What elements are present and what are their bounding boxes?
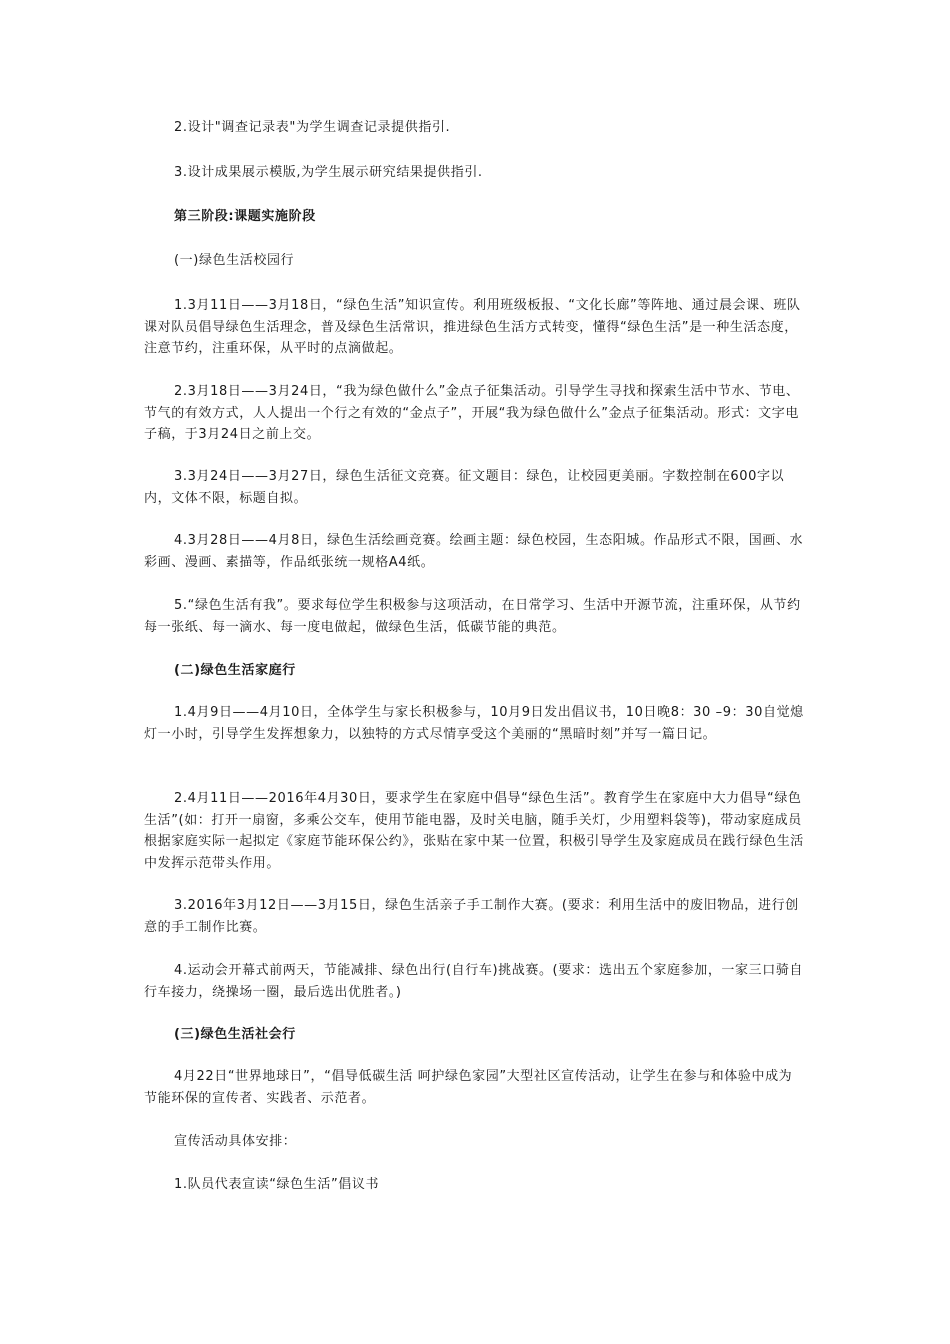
paragraph-family-item-2: 2.4月11日——2016年4月30日，要求学生在家庭中倡导“绿色生活”。教育学生在家庭中大力倡导“绿色生活”(如：打开一扇窗，多乘公交车，使用节能电器，及时关电脑，随手关灯，少用塑料袋等)，带动家庭成员根据家庭实际一起拟定《家庭节能环保公约》，张贴在家中某一位置，积极引导学生及家庭成员在践行绿色生活中发挥示范带头作用。: [144, 791, 804, 871]
paragraph-campus-item-2: 2.3月18日——3月24日，“我为绿色做什么”金点子征集活动。引导学生寻找和探索生活中节水、节电、节气的有效方式，人人提出一个行之有效的“金点子”，开展“我为绿色做什么”金点子征集活动。形式：文字电子稿，于3月24日之前上交。: [144, 384, 800, 442]
paragraph-activity-arrangement: 宣传活动具体安排：: [174, 1134, 297, 1149]
paragraph-arrangement-item-1: 1.队员代表宣读“绿色生活”倡议书: [174, 1177, 380, 1192]
paragraph-design-survey-form: 2.设计"调查记录表"为学生调查记录提供指引.: [174, 120, 451, 135]
paragraph-campus-item-4: 4.3月28日——4月8日，绿色生活绘画竞赛。绘画主题：绿色校园，生态阳城。作品形式不限，国画、水彩画、漫画、素描等，作品纸张统一规格A4纸。: [144, 533, 804, 570]
paragraph-campus-item-5: 5.“绿色生活有我”。要求每位学生积极参与这项活动，在日常学习、生活中开源节流，注重环保，从节约每一张纸、每一滴水、每一度电做起，做绿色生活，低碳节能的典范。: [144, 598, 801, 635]
paragraph-family-item-3: 3.2016年3月12日——3月15日，绿色生活亲子手工制作大赛。(要求：利用生活中的废旧物品，进行创意的手工制作比赛。: [144, 898, 799, 935]
section-heading-society: (三)绿色生活社会行: [174, 1027, 296, 1042]
paragraph-design-result-template: 3.设计成果展示模版,为学生展示研究结果提供指引.: [174, 165, 483, 180]
section-heading-campus: (一)绿色生活校园行: [174, 253, 295, 268]
paragraph-earth-day: 4月22日“世界地球日”，“倡导低碳生活 呵护绿色家园”大型社区宣传活动，让学生在参与和体验中成为节能环保的宣传者、实践者、示范者。: [144, 1069, 793, 1106]
section-heading-family: (二)绿色生活家庭行: [174, 663, 296, 678]
paragraph-family-item-4: 4.运动会开幕式前两天，节能减排、绿色出行(自行车)挑战赛。(要求：选出五个家庭参加，一家三口骑自行车接力，绕操场一圈，最后选出优胜者。): [144, 963, 804, 1000]
heading-stage-three: 第三阶段:课题实施阶段: [174, 209, 316, 224]
paragraph-family-item-1: 1.4月9日——4月10日，全体学生与家长积极参与，10月9日发出倡议书，10日晚8：30 –9：30自觉熄灯一小时，引导学生发挥想象力，以独特的方式尽情享受这个美丽的“黑暗时刻”并写一篇日记。: [144, 705, 804, 742]
paragraph-campus-item-1: 1.3月11日——3月18日，“绿色生活”知识宣传。利用班级板报、“文化长廊”等阵地、通过晨会课、班队课对队员倡导绿色生活理念，普及绿色生活常识，推进绿色生活方式转变，懂得“绿色生活”是一种生活态度，注意节约，注重环保，从平时的点滴做起。: [144, 298, 801, 356]
paragraph-campus-item-3: 3.3月24日——3月27日，绿色生活征文竞赛。征文题目：绿色，让校园更美丽。字数控制在600字以内，文体不限，标题自拟。: [144, 469, 785, 506]
